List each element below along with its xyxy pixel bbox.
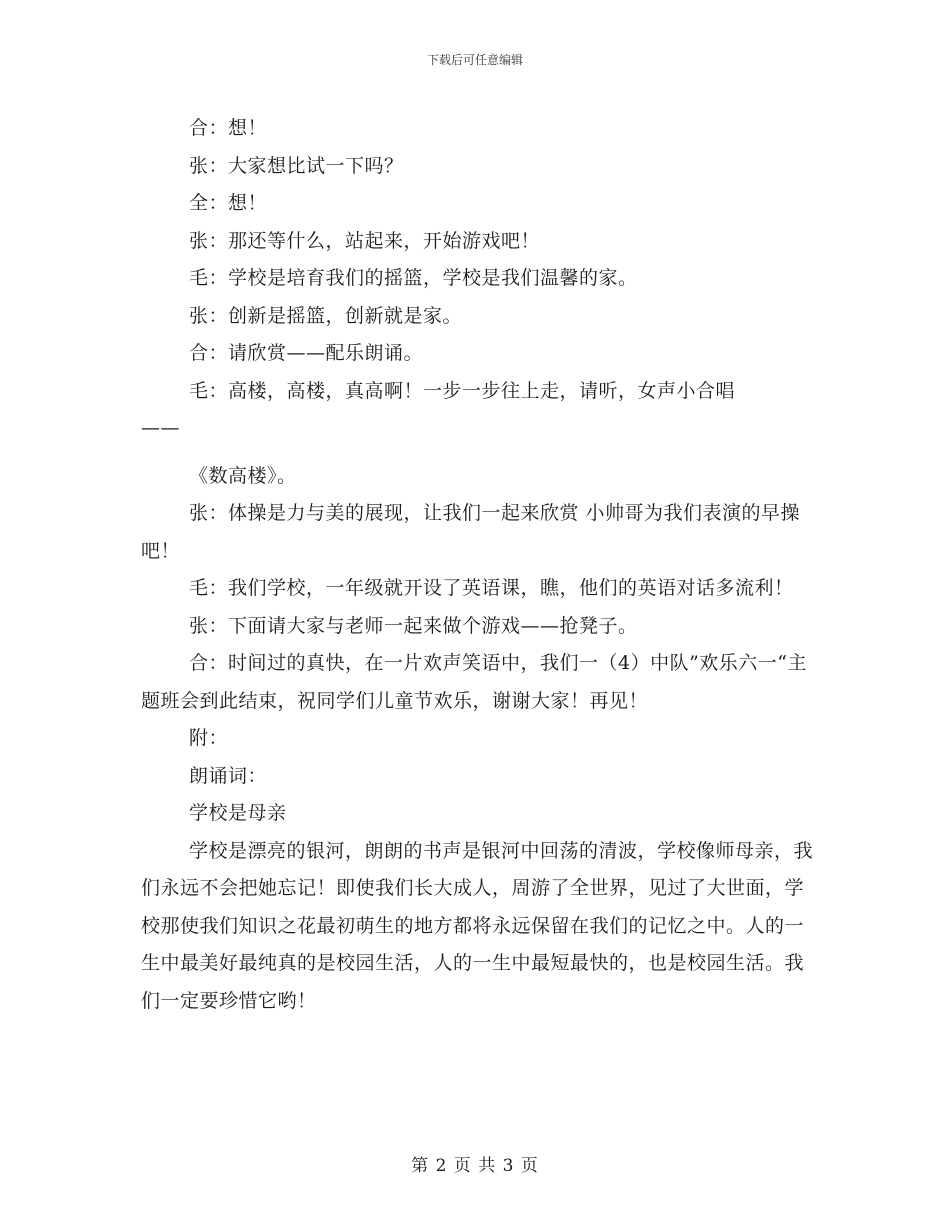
- document-body: [141, 110, 821, 1020]
- page-footer: 第 2 页 共 3 页: [411, 1156, 539, 1176]
- dialogue-line: 张：下面请大家与老师一起来做个游戏——抢凳子。: [189, 614, 638, 637]
- dialogue-line: 合：想！: [189, 117, 268, 139]
- poem-title: 学校是母亲: [189, 802, 287, 824]
- dialogue-line: 张：创新是摇篮，创新就是家。: [189, 304, 463, 327]
- page-header: 下载后可任意编辑: [426, 53, 523, 67]
- dialogue-line: 毛：高楼，高楼，真高啊！一步一步往上走，请听，女声小合唱: [189, 379, 736, 402]
- dialogue-line: 《数高楼》。: [189, 464, 297, 487]
- dialogue-line: 张：大家想比试一下吗？: [189, 154, 404, 177]
- poem-body: 学校是漂亮的银河，朗朗的书声是银河中回荡的清波，学校像师母亲，我们永远不会把她忘记！即使我们长大成人，周游了全世界，见过了大世面，学校那使我们知识之花最初萌生的地方都将永远保留在我们的记忆之中。人的一生中最美好最纯真的是校园生活，人的一生中最短最快的，也是校园生活。我们一定要珍惜它哟！: [141, 839, 814, 1012]
- dialogue-line-continuation: ——: [141, 417, 180, 439]
- recitation-label: 朗诵词：: [189, 764, 268, 787]
- dialogue-line: 张：体操是力与美的展现，让我们一起来欣赏 小帅哥为我们表演的早操吧！: [141, 502, 801, 562]
- dialogue-line: 全：想！: [189, 192, 268, 214]
- dialogue-line: 毛：我们学校，一年级就开设了英语课，瞧，他们的英语对话多流利！: [189, 577, 794, 599]
- appendix-label: 附：: [189, 727, 229, 749]
- dialogue-line: 合：时间过的真快，在一片欢声笑语中，我们一（4）中队”欢乐六一“主题班会到此结束，祝同学们儿童节欢乐，谢谢大家！再见！: [141, 652, 808, 712]
- dialogue-line: 毛：学校是培育我们的摇篮，学校是我们温馨的家。: [189, 267, 638, 289]
- dialogue-line: 合：请欣赏——配乐朗诵。: [189, 342, 424, 364]
- dialogue-line: 张：那还等什么，站起来，开始游戏吧！: [189, 229, 541, 252]
